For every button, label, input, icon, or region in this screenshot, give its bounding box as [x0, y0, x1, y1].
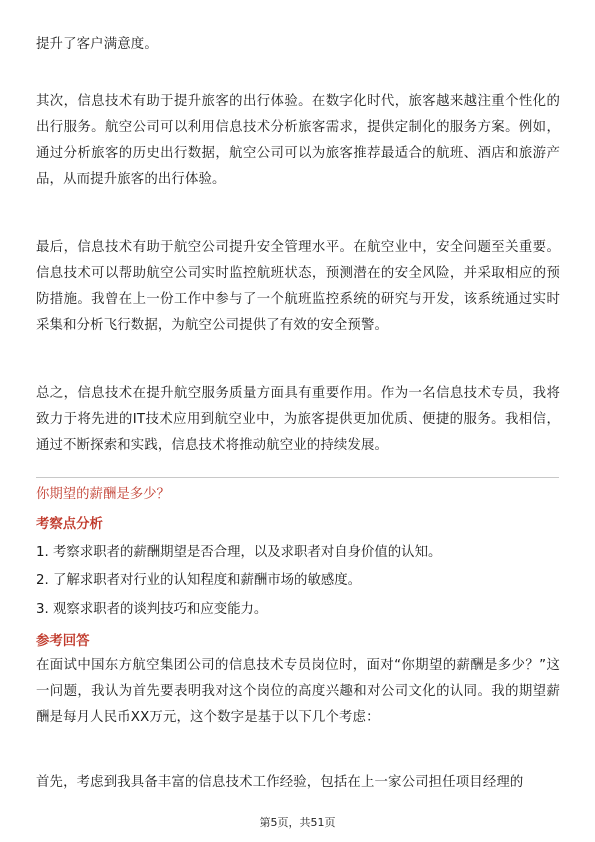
analysis-heading: 考察点分析 [36, 517, 103, 532]
paragraph-passenger-experience: 其次，信息技术有助于提升旅客的出行体验。在数字化时代，旅客越来越注重个性化的出行服务。航空公司可以利用信息技术分析旅客需求，提供定制化的服务方案。例如，通过分析旅客的历史出行数据，航空公司可以为旅客推荐最适合的航班、酒店和旅游产品，从而提升旅客的出行体验。 [36, 94, 560, 187]
analysis-item: 2. 了解求职者对行业的认知程度和薪酬市场的敏感度。 [36, 573, 362, 588]
question-title: 你期望的薪酬是多少？ [36, 487, 170, 502]
page-number: 第5页，共51页 [259, 816, 336, 829]
answer-paragraph-continued: 首先，考虑到我具备丰富的信息技术工作经验，包括在上一家公司担任项目经理的 [36, 775, 524, 790]
analysis-item: 1. 考察求职者的薪酬期望是否合理，以及求职者对自身价值的认知。 [36, 545, 442, 560]
answer-paragraph: 在面试中国东方航空集团公司的信息技术专员岗位时，面对“你期望的薪酬是多少？”这一问题，我认为首先要表明我对这个岗位的高度兴趣和对公司文化的认同。我的期望薪酬是每月人民币XX万元，这个数字是基于以下几个考虑： [36, 658, 560, 725]
section-divider [36, 477, 559, 478]
paragraph-intro-tail: 提升了客户满意度。 [36, 37, 158, 52]
answer-heading: 参考回答 [36, 634, 90, 649]
analysis-item: 3. 观察求职者的谈判技巧和应变能力。 [36, 602, 268, 617]
paragraph-safety-management: 最后，信息技术有助于航空公司提升安全管理水平。在航空业中，安全问题至关重要。信息技术可以帮助航空公司实时监控航班状态，预测潜在的安全风险，并采取相应的预防措施。我曾在上一份工作中参与了一个航班监控系统的研究与开发，该系统通过实时采集和分析飞行数据，为航空公司提供了有效的安全预警。 [36, 240, 560, 333]
paragraph-summary: 总之，信息技术在提升航空服务质量方面具有重要作用。作为一名信息技术专员，我将致力于将先进的IT技术应用到航空业中，为旅客提供更加优质、便捷的服务。我相信，通过不断探索和实践，信息技术将推动航空业的持续发展。 [36, 386, 560, 453]
